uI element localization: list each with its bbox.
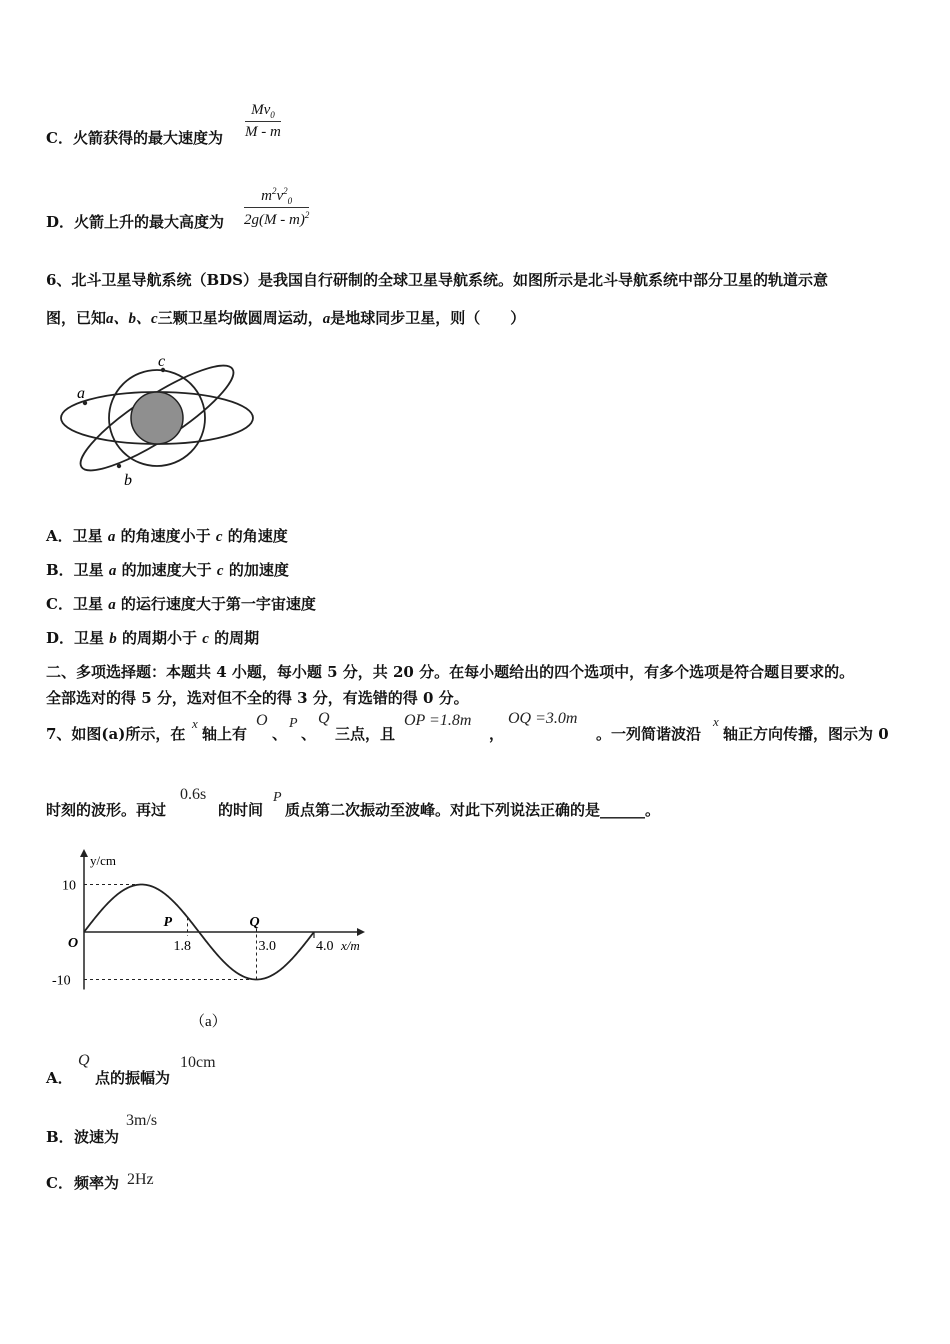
x-axis-label: x/m <box>341 938 360 953</box>
q7-stem-l2c: 质点第二次振动至波峰。对此下列说法正确的是______。 <box>285 801 661 819</box>
text: 的加速度大于 <box>121 561 212 579</box>
q6-stem-line2 <box>46 308 525 329</box>
x-tick-3.0: 3.0 <box>258 939 276 954</box>
earth <box>131 392 183 444</box>
section2-heading-line2: 全部选对的得 5 分，选对但不全的得 3 分，有选错的得 0 分。 <box>46 689 469 707</box>
label-c: c <box>158 353 166 370</box>
satellite-b <box>117 464 121 468</box>
variable: a <box>108 563 117 579</box>
var-x: x <box>192 716 198 731</box>
text: 的加速度 <box>228 561 289 579</box>
q7-option-b-value: 3m/s <box>126 1112 158 1129</box>
q7-stem-l1e: 轴正方向传播，图示为 0 <box>723 725 889 743</box>
option-text: D．火箭上升的最大高度为 <box>46 213 225 231</box>
origin-label: O <box>68 936 79 951</box>
variable: a <box>108 597 116 613</box>
variable: c <box>215 529 223 545</box>
text: A．卫星 <box>46 527 103 545</box>
q7-stem-comma: ， <box>489 725 505 743</box>
q7-option-c-prefix: C． <box>46 1174 73 1192</box>
variables: a、b、c <box>106 311 158 327</box>
superscript: 2 <box>272 186 277 196</box>
variable: c <box>216 563 224 579</box>
option-text: C．火箭获得的最大速度为 <box>46 129 223 147</box>
text: 的周期小于 <box>121 629 197 647</box>
text: B．卫星 <box>46 561 104 579</box>
text: 的角速度 <box>227 527 288 545</box>
text: 三颗卫星均做圆周运动， <box>157 309 323 327</box>
label-b: b <box>124 472 132 489</box>
point-Q-label: Q <box>249 915 260 930</box>
var-P: P <box>289 716 298 731</box>
variable: c <box>202 631 209 647</box>
var-O: O <box>256 712 268 729</box>
x-axis-arrow <box>357 928 365 936</box>
numerator: Mv <box>251 102 271 118</box>
wave-chart <box>40 845 380 1035</box>
q7-stem-sep1: 、 <box>272 725 288 743</box>
denominator: 2g(M - m) <box>244 212 305 228</box>
text: 的周期 <box>214 629 260 647</box>
formula-OQ <box>508 710 577 728</box>
q7-option-b-text: 波速为 <box>74 1128 120 1146</box>
q7-stem-l1c: 三点，且 <box>335 725 396 743</box>
figure-caption: （a） <box>190 1014 227 1030</box>
q7-option-c-text: 频率为 <box>74 1174 120 1192</box>
y-tick-minus10: -10 <box>52 973 71 989</box>
variable: a <box>322 311 331 327</box>
q5-option-c <box>46 128 223 148</box>
var-Q2: Q <box>78 1052 90 1069</box>
var-P2: P <box>273 790 282 805</box>
q6-option-a <box>46 526 288 547</box>
time-0.6s: 0.6s <box>180 786 207 803</box>
var-x2: x <box>713 714 719 729</box>
q7-option-b-prefix: B． <box>46 1128 74 1146</box>
fraction-max-height <box>244 186 309 229</box>
section2-heading-line1: 二、多项选择题：本题共 4 小题，每小题 5 分，共 20 分。在每小题给出的四个选项中，有多个选项是符合题目要求的。 <box>46 663 855 681</box>
var-Q: Q <box>318 710 330 727</box>
text: 的运行速度大于第一宇宙速度 <box>120 595 316 613</box>
q7-stem-l2b: 的时间 <box>218 801 264 819</box>
q7-stem-sep2: 、 <box>301 725 317 743</box>
superscript: 2 <box>283 186 288 196</box>
q5-option-d <box>46 212 224 232</box>
text: 是地球同步卫星，则（ ） <box>330 309 526 327</box>
q6-option-c <box>46 594 316 615</box>
formula-OP <box>404 712 471 730</box>
numerator-m: m <box>261 188 272 204</box>
orbit-diagram <box>55 348 260 493</box>
variable: b <box>109 631 117 647</box>
point-P-label: P <box>163 915 173 930</box>
q7-option-a-value: 10cm <box>180 1054 216 1071</box>
q7-stem-l1d: 。一列简谐波沿 <box>596 725 702 743</box>
denominator: M - m <box>245 124 281 140</box>
y-tick-10: 10 <box>62 878 76 894</box>
q7-stem-l2a: 时刻的波形。再过 <box>46 801 167 819</box>
text: D．卫星 <box>46 629 105 647</box>
numerator-v: v <box>276 188 284 204</box>
fraction-max-velocity <box>245 102 281 141</box>
q6-option-d <box>46 628 259 649</box>
superscript: 2 <box>304 210 310 220</box>
text: C．卫星 <box>46 595 103 613</box>
x-tick-1.8: 1.8 <box>173 939 191 954</box>
variable: a <box>107 529 116 545</box>
label-a: a <box>77 385 85 402</box>
q7-option-a-prefix: A． <box>46 1069 73 1087</box>
formula-text: OP =1.8m <box>404 712 472 729</box>
q7-stem-l1a: 7、如图(a)所示，在 <box>46 725 186 743</box>
q7-option-a-text: 点的振幅为 <box>95 1069 171 1087</box>
y-axis-arrow <box>80 849 88 857</box>
formula-text: OQ =3.0m <box>508 710 578 727</box>
q6-stem-line1: 6、北斗卫星导航系统（BDS）是我国自行研制的全球卫星导航系统。如图所示是北斗导航系统中部分卫星的轨道示意 <box>46 271 828 289</box>
x-tick-4.0: 4.0 <box>316 939 334 954</box>
text: 的角速度小于 <box>120 527 211 545</box>
q7-stem-l1b: 轴上有 <box>202 725 248 743</box>
subscript: 0 <box>287 196 293 206</box>
y-axis-label: y/cm <box>90 853 116 868</box>
subscript: 0 <box>270 110 275 120</box>
q6-option-b <box>46 560 289 581</box>
q7-option-c-value: 2Hz <box>127 1171 154 1188</box>
text: 图，已知 <box>46 309 107 327</box>
